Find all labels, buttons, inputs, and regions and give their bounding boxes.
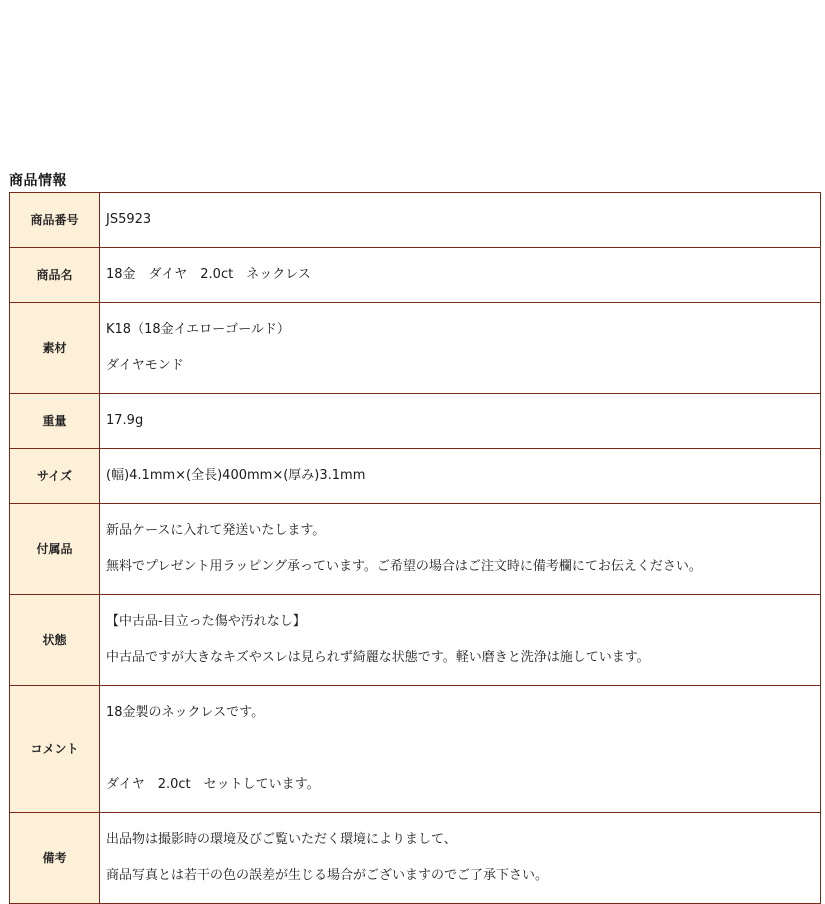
row-product-number bbox=[10, 193, 821, 248]
value-line: 18金 ダイヤ 2.0ct ネックレス bbox=[106, 267, 311, 282]
row-material bbox=[10, 303, 821, 394]
value-comment bbox=[100, 686, 821, 813]
row-condition bbox=[10, 595, 821, 686]
value-line: 中古品ですが大きなキズやスレは見られず綺麗な状態です。軽い磨きと洗浄は施しています。 bbox=[106, 650, 650, 665]
value-line: 【中古品-目立った傷や汚れなし】 bbox=[106, 614, 306, 629]
row-weight bbox=[10, 394, 821, 449]
label-weight: 重量 bbox=[10, 394, 100, 449]
value-condition bbox=[100, 595, 821, 686]
label-accessories: 付属品 bbox=[10, 504, 100, 595]
value-line: JS5923 bbox=[106, 212, 152, 227]
value-product-number bbox=[100, 193, 821, 248]
label-product-number: 商品番号 bbox=[10, 193, 100, 248]
spacer bbox=[106, 740, 816, 758]
value-line: 商品写真とは若干の色の誤差が生じる場合がございますのでご了承下さい。 bbox=[106, 868, 549, 883]
value-line: (幅)4.1mm×(全長)400mm×(厚み)3.1mm bbox=[106, 468, 366, 483]
section-title: 商品情報 bbox=[9, 173, 67, 189]
row-size bbox=[10, 449, 821, 504]
value-line: ダイヤモンド bbox=[106, 358, 184, 373]
label-product-name: 商品名 bbox=[10, 248, 100, 303]
label-notes: 備考 bbox=[10, 813, 100, 904]
row-notes bbox=[10, 813, 821, 904]
row-accessories bbox=[10, 504, 821, 595]
value-line: 無料でプレゼント用ラッピング承っています。ご希望の場合はご注文時に備考欄にてお伝えください。 bbox=[106, 559, 702, 574]
label-condition: 状態 bbox=[10, 595, 100, 686]
value-line: K18（18金イエローゴールド） bbox=[106, 322, 290, 337]
row-product-name bbox=[10, 248, 821, 303]
value-weight bbox=[100, 394, 821, 449]
product-info-table bbox=[9, 192, 821, 904]
value-line: 18金製のネックレスです。 bbox=[106, 705, 265, 720]
value-size bbox=[100, 449, 821, 504]
label-comment: コメント bbox=[10, 686, 100, 813]
value-line: ダイヤ 2.0ct セットしています。 bbox=[106, 777, 320, 792]
value-line: 新品ケースに入れて発送いたします。 bbox=[106, 523, 326, 538]
label-material: 素材 bbox=[10, 303, 100, 394]
value-accessories bbox=[100, 504, 821, 595]
value-line: 出品物は撮影時の環境及びご覧いただく環境によりまして、 bbox=[106, 832, 457, 847]
value-material bbox=[100, 303, 821, 394]
value-notes bbox=[100, 813, 821, 904]
label-size: サイズ bbox=[10, 449, 100, 504]
value-line: 17.9g bbox=[106, 413, 144, 428]
row-comment bbox=[10, 686, 821, 813]
value-product-name bbox=[100, 248, 821, 303]
